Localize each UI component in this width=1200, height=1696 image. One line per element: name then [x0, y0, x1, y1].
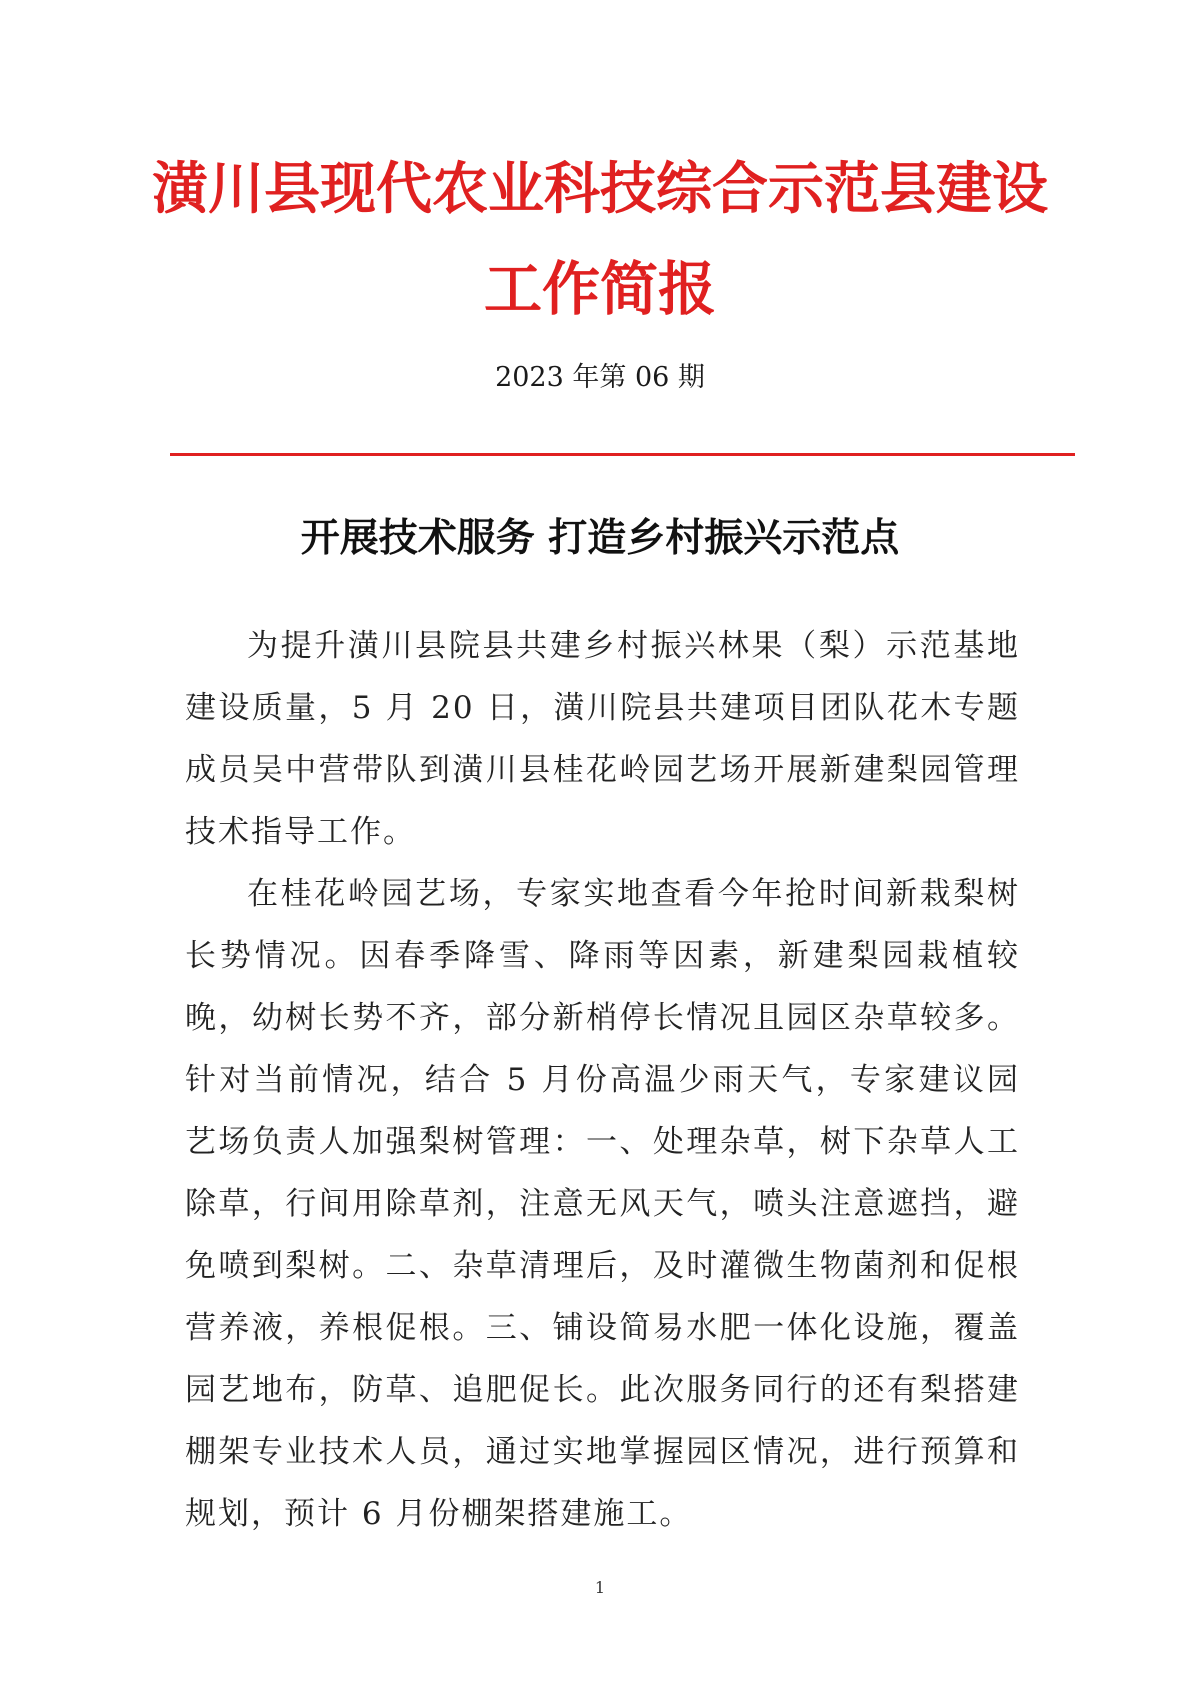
masthead-title-line2: 工作简报	[483, 255, 716, 323]
article-body	[185, 615, 1020, 1545]
issue-number: 2023 年第 06 期	[495, 362, 705, 393]
masthead-title-line1: 潢川县现代农业科技综合示范县建设	[152, 156, 1048, 222]
article-paragraph-1: 为提升潢川县院县共建乡村振兴林果（梨）示范基地建设质量，5 月 20 日，潢川院县共建项目团队花木专题成员吴中营带队到潢川县桂花岭园艺场开展新建梨园管理技术指导工作。	[185, 628, 1020, 850]
article-paragraph-2: 在桂花岭园艺场，专家实地查看今年抢时间新栽梨树长势情况。因春季降雪、降雨等因素，新建梨园栽植较晚，幼树长势不齐，部分新梢停长情况且园区杂草较多。针对当前情况，结合 5 月份高温少雨天气，专家建议园艺场负责人加强梨树管理：一、处理杂草，树下杂草人工除草，行间用除草剂，注意无风天气，喷头注意遮挡，避免喷到梨树。二、杂草清理后，及时灌微生物菌剂和促根营养液，养根促根。三、铺设简易水肥一体化设施，覆盖园艺地布，防草、追肥促长。此次服务同行的还有梨搭建棚架专业技术人员，通过实地掌握园区情况，进行预算和规划，预计 6 月份棚架搭建施工。	[185, 876, 1020, 1532]
page-number: 1	[594, 1578, 606, 1597]
article-title: 开展技术服务 打造乡村振兴示范点	[300, 515, 900, 561]
red-divider-rule	[170, 453, 1075, 456]
